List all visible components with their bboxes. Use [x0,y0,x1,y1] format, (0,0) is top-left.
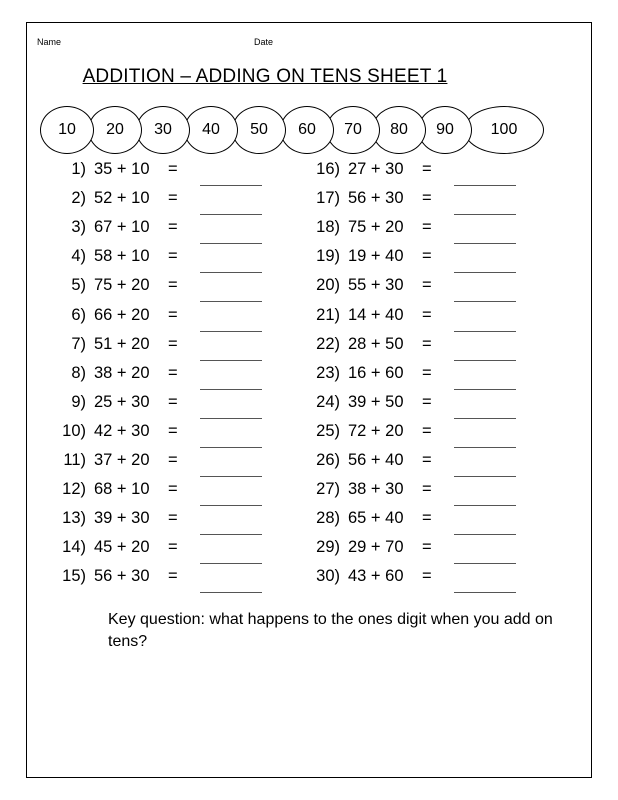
equals-sign: = [168,334,178,353]
problem-row [300,567,560,596]
equals-sign: = [168,392,178,411]
problem-expression: 16 + 60 [348,363,404,382]
equals-sign: = [422,160,432,178]
equals-sign: = [422,247,432,266]
problem-expression: 43 + 60 [348,567,404,586]
problem-expression: 52 + 10 [94,189,150,208]
problem-row [46,538,306,567]
answer-blank[interactable] [200,301,262,302]
problem-number: 4) [71,247,86,266]
equals-sign: = [168,480,178,499]
problem-number: 21) [316,305,340,324]
problem-row [46,567,306,596]
equals-sign: = [422,305,432,324]
answer-blank[interactable] [454,360,516,361]
equals-sign: = [168,567,178,586]
equals-sign: = [422,189,432,208]
problem-number: 16) [316,160,340,178]
problem-number: 17) [316,189,340,208]
problem-row [300,480,560,509]
equals-sign: = [168,160,178,178]
problem-row [300,364,560,393]
equals-sign: = [168,189,178,208]
answer-blank[interactable] [454,214,516,215]
problem-row [300,160,560,189]
answer-blank[interactable] [454,476,516,477]
answer-blank[interactable] [200,389,262,390]
problem-expression: 39 + 30 [94,509,150,528]
tens-oval: 10 [40,106,94,154]
equals-sign: = [422,509,432,528]
problem-number: 3) [71,218,86,237]
equals-sign: = [168,451,178,469]
equals-sign: = [422,451,432,469]
problem-expression: 38 + 20 [94,363,150,382]
problem-row [300,306,560,335]
answer-blank[interactable] [200,331,262,332]
problem-number: 30) [316,567,340,586]
problem-number: 26) [316,451,340,469]
answer-blank[interactable] [200,243,262,244]
problem-expression: 37 + 20 [94,451,150,469]
problem-expression: 29 + 70 [348,538,404,557]
equals-sign: = [422,480,432,499]
tens-oval: 80 [372,106,426,154]
problem-number: 24) [316,392,340,411]
equals-sign: = [422,276,432,295]
key-question: Key question: what happens to the ones digit when you add on tens? [108,611,553,650]
equals-sign: = [168,509,178,528]
equals-sign: = [168,247,178,266]
problem-number: 29) [316,538,340,557]
problem-row [300,218,560,247]
problem-expression: 25 + 30 [94,392,150,411]
answer-blank[interactable] [454,505,516,506]
equals-sign: = [422,392,432,411]
problem-number: 19) [316,247,340,266]
answer-blank[interactable] [200,505,262,506]
problem-expression: 55 + 30 [348,276,404,295]
equals-sign: = [422,567,432,586]
problem-number: 1) [71,160,86,178]
problem-expression: 28 + 50 [348,334,404,353]
problem-row [46,306,306,335]
problem-expression: 27 + 30 [348,160,404,178]
problem-expression: 14 + 40 [348,305,404,324]
problem-row [46,422,306,451]
problem-row [300,509,560,538]
tens-number-strip [0,0,618,170]
problem-number: 20) [316,276,340,295]
problem-number: 27) [316,480,340,499]
tens-oval: 70 [326,106,380,154]
problem-row [46,276,306,305]
problem-row [300,276,560,305]
equals-sign: = [422,334,432,353]
equals-sign: = [422,538,432,557]
problem-number: 11) [63,451,86,469]
problem-expression: 56 + 40 [348,451,404,469]
problem-number: 14) [62,538,86,557]
answer-blank[interactable] [200,418,262,419]
problem-row [46,509,306,538]
problem-number: 2) [71,189,86,208]
problem-number: 18) [316,218,340,237]
problem-expression: 68 + 10 [94,480,150,499]
problem-expression: 67 + 10 [94,218,150,237]
problem-row [46,189,306,218]
problem-row [300,189,560,218]
problem-row [46,480,306,509]
answer-blank[interactable] [454,563,516,564]
answer-blank[interactable] [200,360,262,361]
problem-expression: 65 + 40 [348,509,404,528]
answer-blank[interactable] [454,185,516,186]
problem-row [300,335,560,364]
problem-number: 15) [62,567,86,586]
problem-row [300,393,560,422]
answer-blank[interactable] [454,534,516,535]
problem-expression: 75 + 20 [348,218,404,237]
problem-row [300,538,560,567]
tens-oval: 100 [464,106,544,154]
worksheet-title: ADDITION – ADDING ON TENS SHEET 1 [82,66,448,87]
problem-expression: 56 + 30 [348,189,404,208]
problem-expression: 58 + 10 [94,247,150,266]
problem-number: 8) [71,363,86,382]
problem-number: 5) [71,276,86,295]
problem-row [46,160,306,189]
problem-expression: 38 + 30 [348,480,404,499]
answer-blank[interactable] [454,418,516,419]
problem-expression: 51 + 20 [94,334,150,353]
problem-row [46,393,306,422]
equals-sign: = [168,218,178,237]
problem-number: 6) [71,305,86,324]
answer-blank[interactable] [454,592,516,593]
problem-row [46,218,306,247]
problem-row [46,335,306,364]
answer-blank[interactable] [200,592,262,593]
problem-number: 13) [62,509,86,528]
problem-expression: 56 + 30 [94,567,150,586]
answer-blank[interactable] [200,272,262,273]
problem-number: 28) [316,509,340,528]
problem-expression: 75 + 20 [94,276,150,295]
tens-oval: 30 [136,106,190,154]
equals-sign: = [168,276,178,295]
problem-row [300,247,560,276]
problem-number: 10) [62,421,86,440]
answer-blank[interactable] [454,272,516,273]
answer-blank[interactable] [200,185,262,186]
answer-blank[interactable] [454,389,516,390]
answer-blank[interactable] [454,447,516,448]
problem-row [300,422,560,451]
equals-sign: = [168,421,178,440]
problem-expression: 39 + 50 [348,392,404,411]
answer-blank[interactable] [200,447,262,448]
problem-expression: 45 + 20 [94,538,150,557]
equals-sign: = [422,363,432,382]
answer-blank[interactable] [200,476,262,477]
equals-sign: = [168,305,178,324]
equals-sign: = [168,538,178,557]
problem-number: 22) [316,334,340,353]
date-label: Date [254,37,274,47]
problem-row [46,247,306,276]
tens-oval: 50 [232,106,286,154]
tens-oval: 40 [184,106,238,154]
tens-oval: 90 [418,106,472,154]
problem-expression: 72 + 20 [348,421,404,440]
problem-number: 25) [316,421,340,440]
problem-row [46,364,306,393]
name-label: Name [37,37,62,47]
answer-blank[interactable] [200,563,262,564]
equals-sign: = [422,218,432,237]
problem-number: 12) [62,480,86,499]
problem-row [46,451,306,480]
problem-number: 23) [316,363,340,382]
equals-sign: = [168,363,178,382]
tens-oval: 20 [88,106,142,154]
problem-expression: 19 + 40 [348,247,404,266]
answer-blank[interactable] [454,243,516,244]
equals-sign: = [422,421,432,440]
answer-blank[interactable] [200,534,262,535]
answer-blank[interactable] [454,301,516,302]
problem-number: 9) [71,392,86,411]
problem-row [300,451,560,480]
problem-expression: 35 + 10 [94,160,150,178]
answer-blank[interactable] [454,331,516,332]
tens-oval: 60 [280,106,334,154]
problem-number: 7) [71,334,86,353]
problem-expression: 66 + 20 [94,305,150,324]
problem-expression: 42 + 30 [94,421,150,440]
answer-blank[interactable] [200,214,262,215]
